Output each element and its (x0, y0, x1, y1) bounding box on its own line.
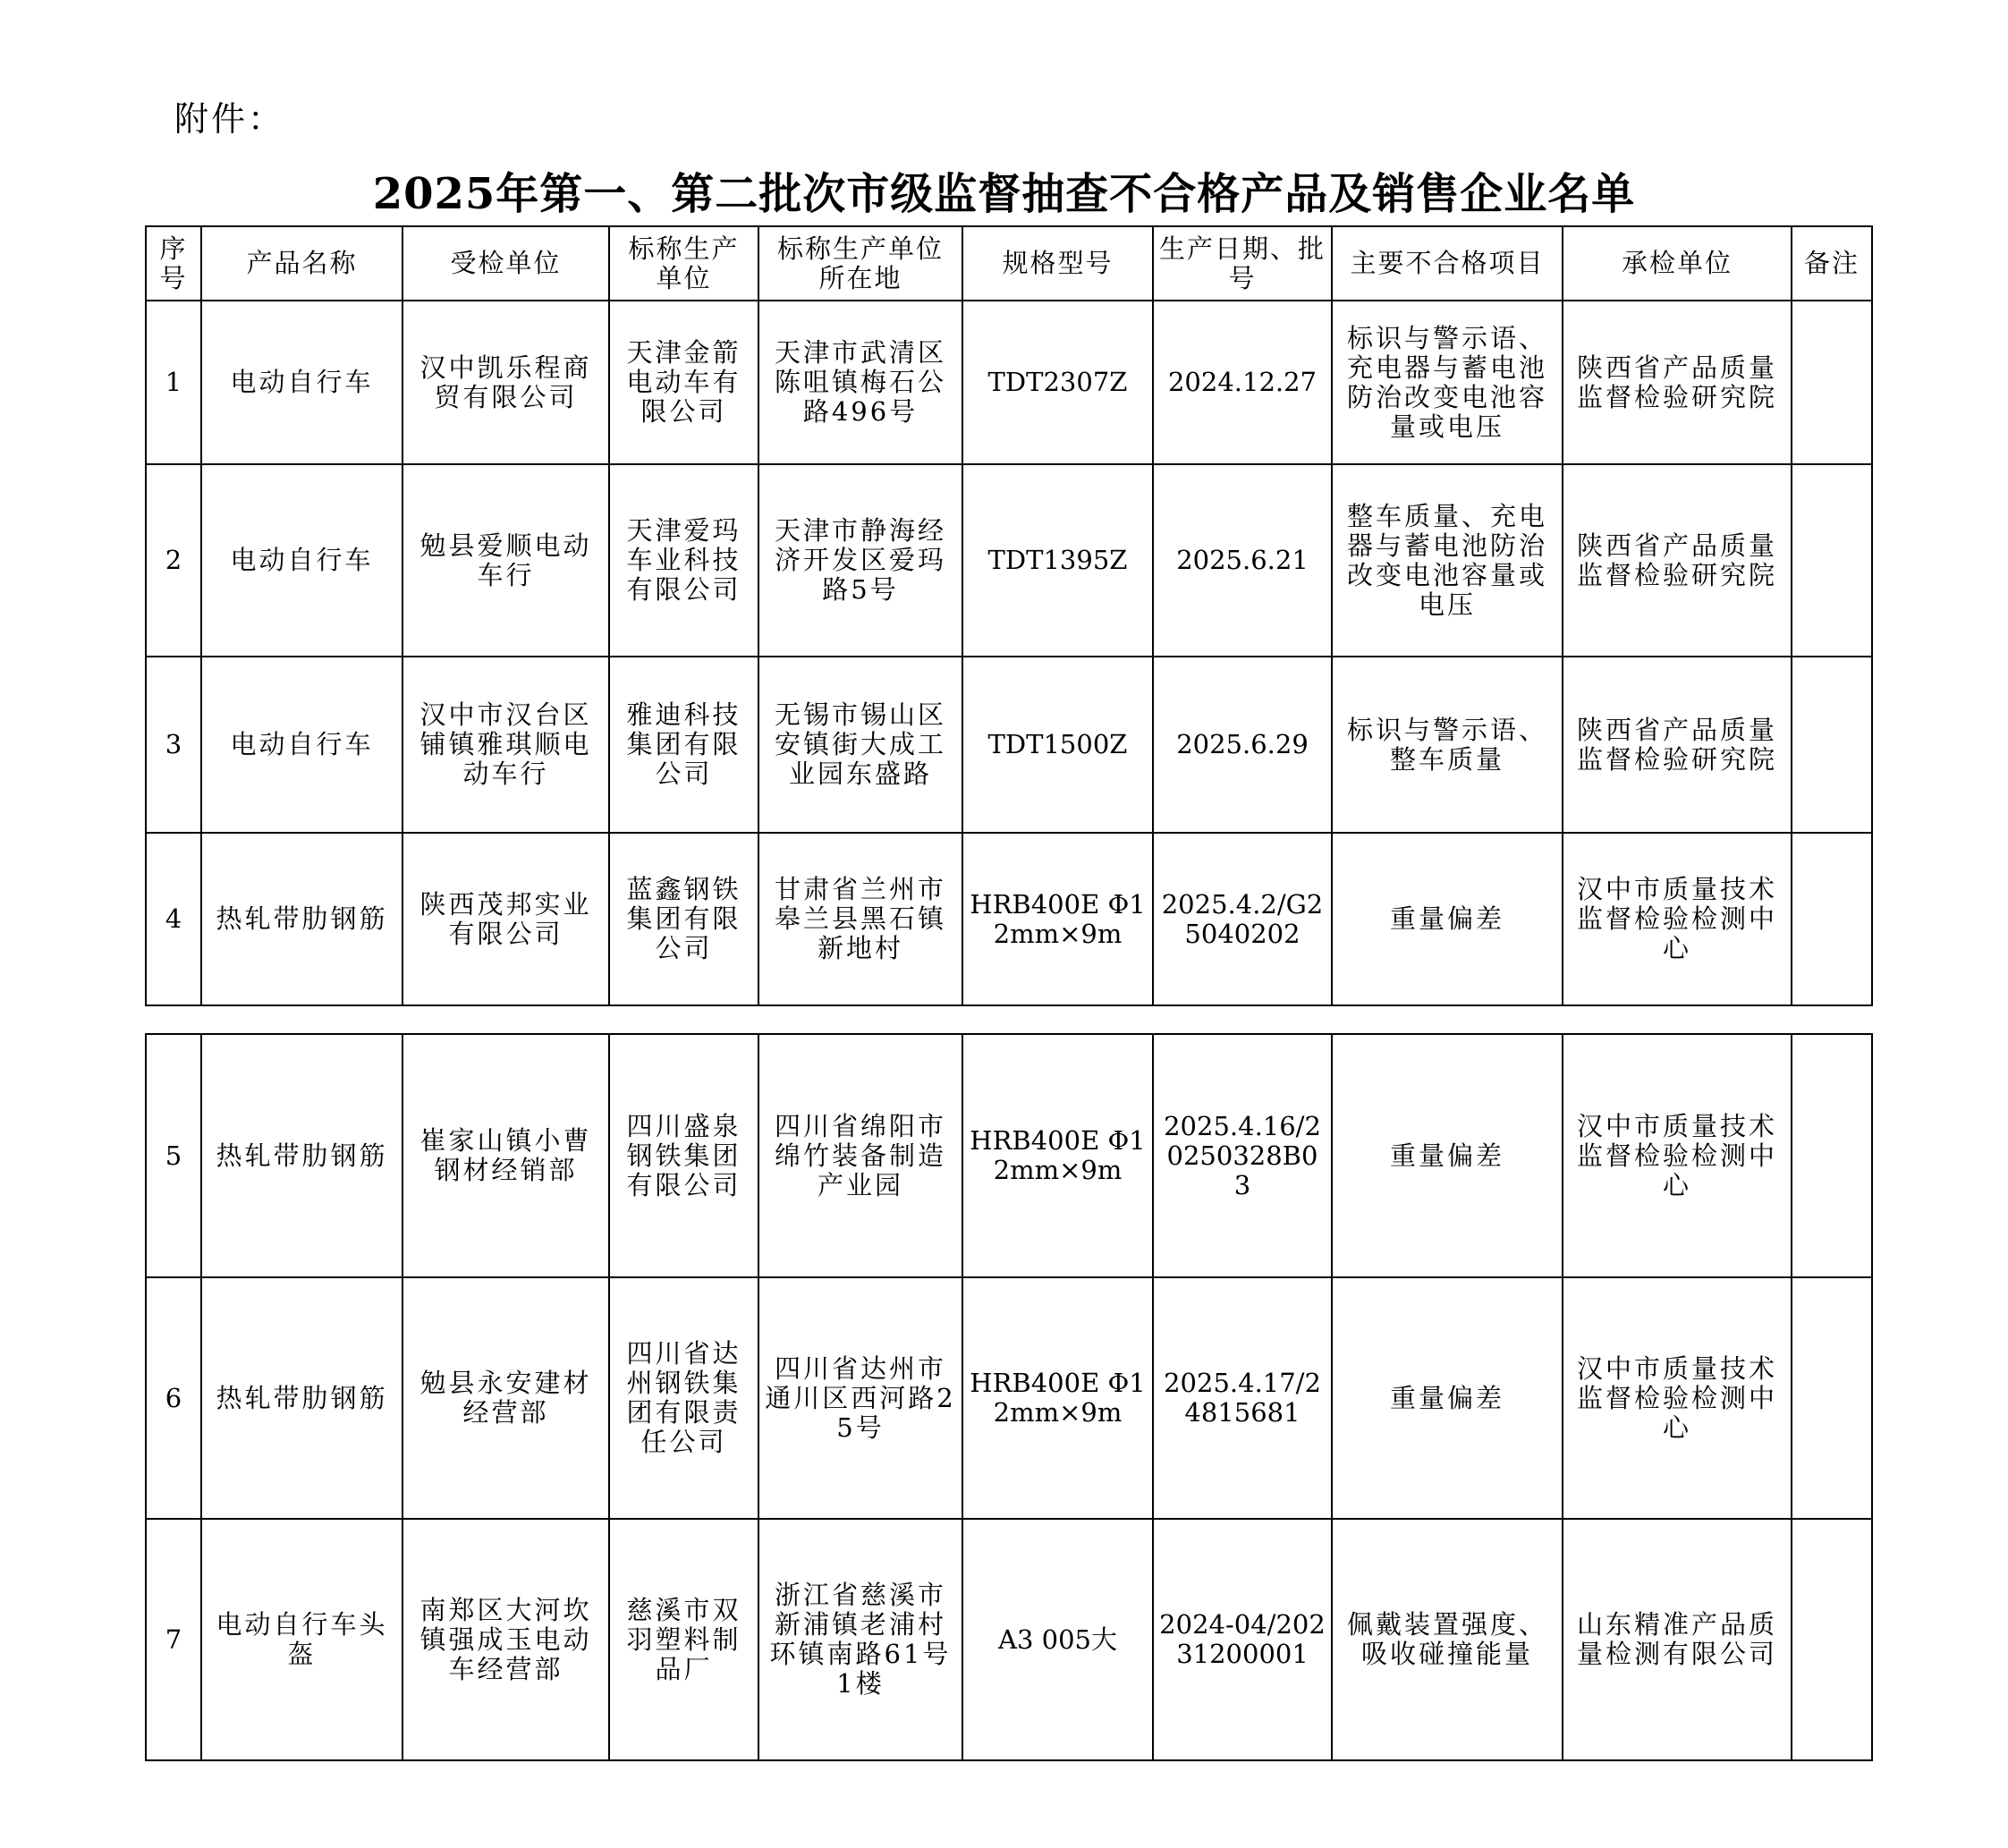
cell-inspected: 崔家山镇小曹钢材经销部 (402, 1034, 609, 1277)
cell-manufacturer: 蓝鑫钢铁集团有限公司 (609, 833, 758, 1005)
cell-product: 电动自行车 (201, 657, 402, 833)
header-lab: 承检单位 (1563, 226, 1792, 301)
cell-remark (1792, 657, 1872, 833)
cell-product: 电动自行车头盔 (201, 1519, 402, 1760)
cell-remark (1792, 1277, 1872, 1519)
cell-lab: 山东精准产品质量检测有限公司 (1563, 1519, 1792, 1760)
cell-product: 热轧带肋钢筋 (201, 1277, 402, 1519)
cell-date: 2025.4.17/24815681 (1153, 1277, 1332, 1519)
table-row (146, 1034, 1872, 1277)
cell-failed-items: 重量偏差 (1332, 833, 1563, 1005)
cell-lab: 陕西省产品质量监督检验研究院 (1563, 301, 1792, 464)
cell-manufacturer: 四川省达州钢铁集团有限责任公司 (609, 1277, 758, 1519)
cell-inspected: 南郑区大河坎镇强成玉电动车经营部 (402, 1519, 609, 1760)
table-row (146, 833, 1872, 1005)
cell-location: 四川省达州市通川区西河路25号 (758, 1277, 962, 1519)
cell-failed-items: 佩戴装置强度、吸收碰撞能量 (1332, 1519, 1563, 1760)
table-row (146, 464, 1872, 657)
cell-lab: 陕西省产品质量监督检验研究院 (1563, 464, 1792, 657)
cell-failed-items: 整车质量、充电器与蓄电池防治改变电池容量或电压 (1332, 464, 1563, 657)
cell-failed-items: 标识与警示语、充电器与蓄电池防治改变电池容量或电压 (1332, 301, 1563, 464)
cell-model: TDT2307Z (962, 301, 1153, 464)
header-manufacturer: 标称生产单位 (609, 226, 758, 301)
cell-remark (1792, 301, 1872, 464)
cell-seq: 2 (146, 464, 201, 657)
cell-date: 2024-04/20231200001 (1153, 1519, 1332, 1760)
cell-seq: 6 (146, 1277, 201, 1519)
cell-manufacturer: 天津金箭电动车有限公司 (609, 301, 758, 464)
cell-inspected: 汉中市汉台区铺镇雅琪顺电动车行 (402, 657, 609, 833)
cell-inspected: 陕西茂邦实业有限公司 (402, 833, 609, 1005)
header-date: 生产日期、批号 (1153, 226, 1332, 301)
cell-lab: 汉中市质量技术监督检验检测中心 (1563, 1277, 1792, 1519)
table-row (146, 1277, 1872, 1519)
cell-product: 热轧带肋钢筋 (201, 1034, 402, 1277)
cell-date: 2025.6.21 (1153, 464, 1332, 657)
header-failed-items: 主要不合格项目 (1332, 226, 1563, 301)
cell-location: 浙江省慈溪市新浦镇老浦村环镇南路61号1楼 (758, 1519, 962, 1760)
cell-model: A3 005大 (962, 1519, 1153, 1760)
cell-lab: 汉中市质量技术监督检验检测中心 (1563, 1034, 1792, 1277)
cell-inspected: 勉县永安建材经营部 (402, 1277, 609, 1519)
header-inspected: 受检单位 (402, 226, 609, 301)
cell-lab: 汉中市质量技术监督检验检测中心 (1563, 833, 1792, 1005)
cell-remark (1792, 464, 1872, 657)
cell-seq: 7 (146, 1519, 201, 1760)
header-seq: 序号 (146, 226, 201, 301)
cell-model: TDT1395Z (962, 464, 1153, 657)
cell-model: HRB400E Φ12mm×9m (962, 833, 1153, 1005)
cell-failed-items: 重量偏差 (1332, 1277, 1563, 1519)
cell-date: 2025.4.16/20250328B03 (1153, 1034, 1332, 1277)
cell-manufacturer: 四川盛泉钢铁集团有限公司 (609, 1034, 758, 1277)
table-header-row (146, 226, 1872, 301)
table-row (146, 657, 1872, 833)
cell-seq: 5 (146, 1034, 201, 1277)
results-table-part-2 (145, 1033, 1873, 1761)
cell-date: 2025.4.2/G25040202 (1153, 833, 1332, 1005)
header-remark: 备注 (1792, 226, 1872, 301)
cell-date: 2025.6.29 (1153, 657, 1332, 833)
cell-inspected: 汉中凯乐程商贸有限公司 (402, 301, 609, 464)
cell-seq: 4 (146, 833, 201, 1005)
cell-model: HRB400E Φ12mm×9m (962, 1277, 1153, 1519)
cell-location: 甘肃省兰州市皋兰县黑石镇新地村 (758, 833, 962, 1005)
attachment-label: 附件： (174, 99, 285, 139)
cell-date: 2024.12.27 (1153, 301, 1332, 464)
page-title: 2025年第一、第二批次市级监督抽查不合格产品及销售企业名单 (372, 169, 1636, 219)
cell-seq: 1 (146, 301, 201, 464)
cell-failed-items: 标识与警示语、整车质量 (1332, 657, 1563, 833)
cell-product: 电动自行车 (201, 301, 402, 464)
table-row (146, 301, 1872, 464)
cell-lab: 陕西省产品质量监督检验研究院 (1563, 657, 1792, 833)
cell-manufacturer: 天津爱玛车业科技有限公司 (609, 464, 758, 657)
cell-location: 四川省绵阳市绵竹装备制造产业园 (758, 1034, 962, 1277)
cell-manufacturer: 雅迪科技集团有限公司 (609, 657, 758, 833)
cell-inspected: 勉县爱顺电动车行 (402, 464, 609, 657)
results-table-part-1 (145, 225, 1873, 1006)
cell-manufacturer: 慈溪市双羽塑料制品厂 (609, 1519, 758, 1760)
table-row (146, 1519, 1872, 1760)
cell-location: 无锡市锡山区安镇街大成工业园东盛路 (758, 657, 962, 833)
cell-remark (1792, 1034, 1872, 1277)
header-product: 产品名称 (201, 226, 402, 301)
cell-location: 天津市武清区陈咀镇梅石公路496号 (758, 301, 962, 464)
cell-model: HRB400E Φ12mm×9m (962, 1034, 1153, 1277)
header-model: 规格型号 (962, 226, 1153, 301)
cell-failed-items: 重量偏差 (1332, 1034, 1563, 1277)
cell-seq: 3 (146, 657, 201, 833)
cell-product: 电动自行车 (201, 464, 402, 657)
cell-remark (1792, 1519, 1872, 1760)
cell-location: 天津市静海经济开发区爱玛路5号 (758, 464, 962, 657)
cell-product: 热轧带肋钢筋 (201, 833, 402, 1005)
header-location: 标称生产单位所在地 (758, 226, 962, 301)
cell-remark (1792, 833, 1872, 1005)
cell-model: TDT1500Z (962, 657, 1153, 833)
